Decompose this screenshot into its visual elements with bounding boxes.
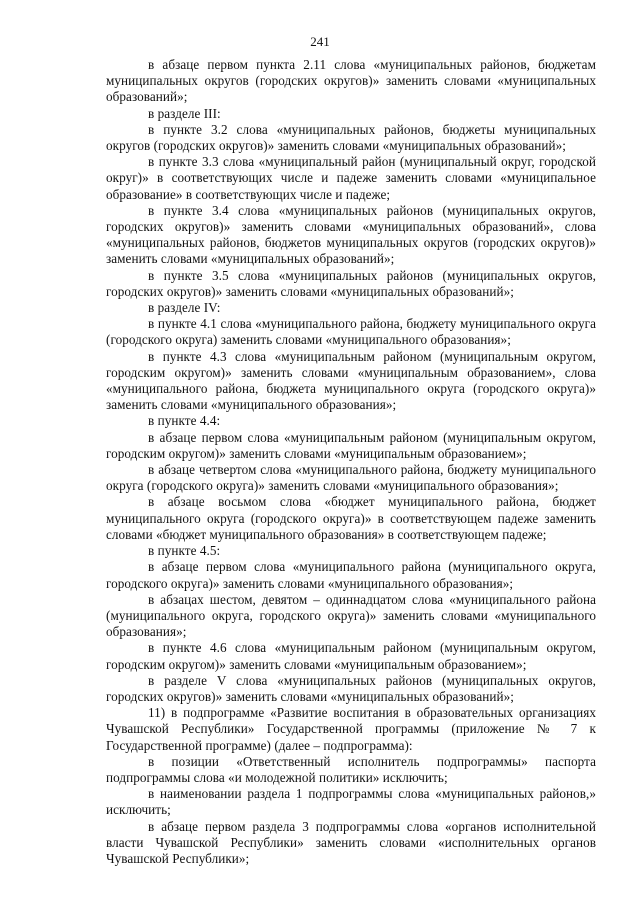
paragraph: в абзаце первом слова «муниципальным районом (муниципальным округом, городским округом)» заменить словами «муниципальным образованием»; xyxy=(106,429,596,461)
paragraph: в пункте 4.1 слова «муниципального района, бюджету муниципального округа (городского округа) заменить словами «муниципального образования»; xyxy=(106,316,596,348)
paragraph: в абзаце первом слова «муниципального района (муниципального округа, городского округа)» заменить словами «муниципального образования»; xyxy=(106,559,596,591)
page-number: 241 xyxy=(310,34,330,49)
paragraph: в разделе III: xyxy=(148,105,221,121)
paragraph: в пункте 3.2 слова «муниципальных районов, бюджеты муниципальных округов (городских округов)» заменить словами «муниципальных образований»; xyxy=(106,121,596,154)
paragraph: в пункте 4.6 слова «муниципальным районом (муниципальным округом, городским округом)» заменить словами «муниципальным образованием»; xyxy=(106,640,596,672)
paragraph: в абзаце первом пункта 2.11 слова «муниципальных районов, бюджетам муниципальных округов (городских округов)» заменить словами «муниципальных образований»; xyxy=(106,57,596,105)
paragraph: в наименовании раздела 1 подпрограммы слова «муниципальных районов,» исключить; xyxy=(106,786,596,818)
paragraph: в абзаце первом раздела 3 подпрограммы слова «органов исполнительной власти Чувашской Республики» заменить словами «исполнительных органов Чувашской Республики»; xyxy=(106,818,596,866)
paragraph: в пункте 3.3 слова «муниципальный район (муниципальный округ, городской округ)» в соответствующих числе и падеже заменить словами «муниципальное образование» в соответствующих числе и падеже; xyxy=(106,154,596,202)
paragraph: в разделе IV: xyxy=(148,300,221,316)
paragraph: в пункте 3.4 слова «муниципальных районов (муниципальных округов, городских округов)» заменить словами «муниципальных образований», слова «муниципальных районов, бюджетов муниципальных округов (городских округов)» заменить словами «муниципальных образований»; xyxy=(106,202,596,267)
paragraph: в позиции «Ответственный исполнитель подпрограммы» паспорта подпрограммы слова «и молодежной политики» исключить; xyxy=(106,753,596,785)
paragraph: в абзаце восьмом слова «бюджет муниципального района, бюджет муниципального округа (городского округа)» в соответствующем падеже заменить словами «бюджет муниципального образования» в соответствующем падеже; xyxy=(106,494,596,542)
document-body xyxy=(106,57,596,867)
paragraph: в разделе V слова «муниципальных районов (муниципальных округов, городских округов)» заменить словами «муниципальных образований»; xyxy=(106,672,596,704)
paragraph: в пункте 4.4: xyxy=(148,413,221,429)
paragraph: в абзацах шестом, девятом – одиннадцатом слова «муниципального района (муниципального округа, городского округа)» заменить словами «муниципального образования»; xyxy=(106,591,596,640)
paragraph: в абзаце четвертом слова «муниципального района, бюджету муниципального округа (городского округа)» заменить словами «муниципального образования»; xyxy=(106,462,596,494)
paragraph: в пункте 4.5: xyxy=(148,543,221,559)
paragraph: 11) в подпрограмме «Развитие воспитания в образовательных организациях Чувашской Республики» Государственной программы (приложение № 7 к Государственной программе) (далее – подпрограмма): xyxy=(106,705,596,753)
paragraph: в пункте 4.3 слова «муниципальным районом (муниципальным округом, городским округом)» заменить словами «муниципальным образованием», слова «муниципального района, бюджета муниципального округа (городского округа)» заменить словами «муниципального образования»; xyxy=(106,348,596,413)
paragraph: в пункте 3.5 слова «муниципальных районов (муниципальных округов, городских округов)» заменить словами «муниципальных образований»; xyxy=(106,267,596,299)
